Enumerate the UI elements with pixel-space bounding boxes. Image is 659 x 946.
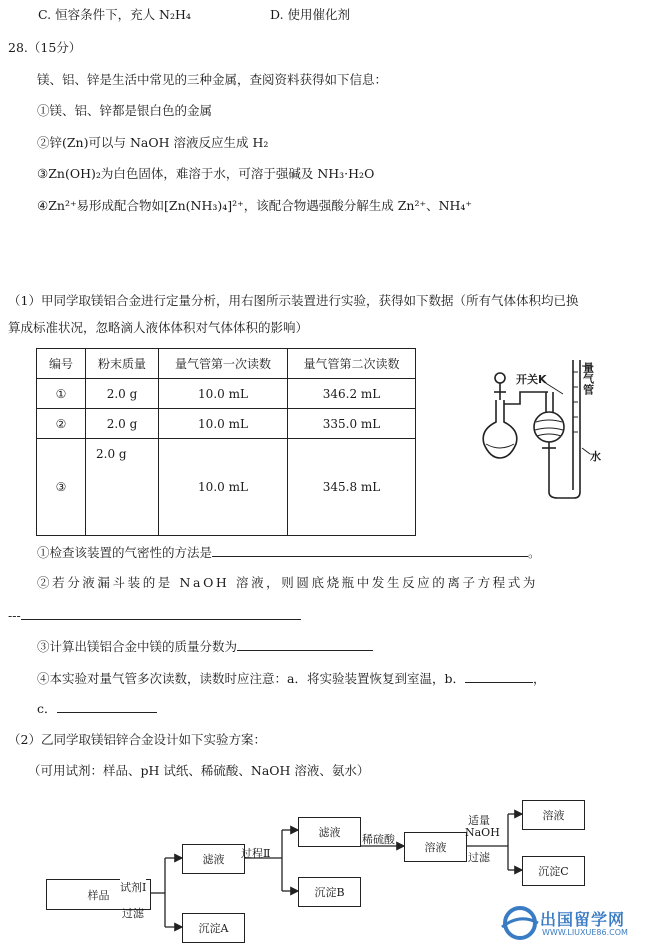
q4-c-blank[interactable]	[57, 700, 157, 713]
question-intro: 镁、铝、锌是生活中常见的三种金属，查阅资料获得如下信息：	[37, 72, 388, 87]
watermark-name: 出国留学网	[540, 910, 626, 929]
table-cell: 2.0 g	[86, 409, 159, 439]
table-cell: 10.0 mL	[159, 409, 288, 439]
part2-line2: （可用试剂：样品、pH 试纸、稀硫酸、NaOH 溶液、氨水）	[28, 763, 370, 778]
table-cell: ③	[37, 439, 86, 536]
table-cell: 346.2 mL	[288, 379, 416, 409]
watermark-url: WWW.LIUXUE86.COM	[542, 928, 628, 937]
q2-answer-blank[interactable]	[21, 607, 301, 620]
table-cell: 345.8 mL	[288, 439, 416, 536]
q1-end: 。	[528, 545, 541, 560]
flow-label-reagent-1: 试剂Ⅰ	[120, 881, 147, 894]
table-cell: ①	[37, 379, 86, 409]
q1-text: ①检查该装置的气密性的方法是	[37, 545, 213, 560]
flow-label-naoh: NaOH	[465, 826, 500, 839]
watermark-logo	[500, 905, 655, 943]
table-header: 量气管第二次读数	[288, 349, 416, 379]
table-header: 编号	[37, 349, 86, 379]
q4-end: ，	[532, 671, 546, 686]
q3-line	[37, 638, 373, 655]
q3-answer-blank[interactable]	[237, 638, 373, 651]
q4-c-label: c．	[37, 701, 57, 716]
q2-line2	[8, 607, 301, 624]
q4-line	[37, 670, 545, 687]
table-row	[37, 379, 416, 409]
option-d: D. 使用催化剂	[270, 7, 351, 22]
part1-line1: （1）甲同学取镁铝合金进行定量分析，用右图所示装置进行实验，获得如下数据（所有气体体积均已换	[8, 293, 579, 308]
table-row	[37, 409, 416, 439]
flow-box-filtrate-2: 滤液	[298, 817, 361, 847]
part1-line2: 算成标准状况，忽略滴人液体体积对气体体积的影响）	[8, 320, 309, 335]
watermark-globe-icon	[500, 905, 540, 941]
fact-3: ③Zn(OH)₂为白色固体，难溶于水，可溶于强碱及 NH₃·H₂O	[37, 166, 375, 181]
q4-text: ④本实验对量气管多次读数，读数时应注意：a．将实验装置恢复到室温，b．	[37, 671, 465, 686]
table-header-row	[37, 349, 416, 379]
table-cell: 2.0 g	[86, 379, 159, 409]
part2-line1: （2）乙同学取镁铝锌合金设计如下实验方案：	[8, 732, 266, 747]
gas-tube-label: 量气管	[581, 362, 595, 395]
water-label: 水	[590, 450, 601, 463]
fact-1: ①镁、铝、锌都是银白色的金属	[37, 103, 213, 118]
flow-label-dilute-acid: 稀硫酸	[362, 833, 395, 846]
data-table	[36, 348, 416, 536]
flow-label-filter-2: 过滤	[468, 851, 490, 864]
q3-text: ③计算出镁铝合金中镁的质量分数为	[37, 639, 238, 654]
question-number: 28.（15分）	[8, 40, 82, 55]
q1-answer-blank[interactable]	[212, 544, 528, 557]
flow-box-precipitate-c: 沉淀C	[522, 856, 585, 886]
flow-box-solution-2: 溶液	[522, 800, 585, 830]
q2-text: ②若分液漏斗装的是 NaOH 溶液，则圆底烧瓶中发生反应的离子方程式为	[37, 575, 538, 590]
table-cell: 10.0 mL	[159, 379, 288, 409]
q4c-line	[37, 700, 157, 717]
switch-k-label: 开关K	[516, 373, 547, 386]
table-cell: 2.0 g	[86, 439, 159, 536]
table-header: 粉末质量	[86, 349, 159, 379]
flow-label-filter-1: 过滤	[122, 907, 144, 920]
option-c: C. 恒容条件下，充人 N₂H₄	[38, 7, 191, 22]
flow-box-sample: 样品	[46, 879, 151, 910]
table-cell: ②	[37, 409, 86, 439]
flow-label-proper: 适量	[468, 814, 490, 827]
flow-box-precipitate-b: 沉淀B	[298, 877, 361, 907]
table-cell: 10.0 mL	[159, 439, 288, 536]
flow-box-precipitate-a: 沉淀A	[182, 913, 245, 943]
gas-apparatus-figure	[478, 352, 613, 502]
fact-4: ④Zn²⁺易形成配合物如[Zn(NH₃)₄]²⁺，该配合物遇强酸分解生成 Zn²⁺、NH₄⁺	[37, 198, 473, 213]
table-cell: 335.0 mL	[288, 409, 416, 439]
q1-line	[37, 544, 541, 561]
flow-label-process-2: 过程Ⅱ	[241, 847, 271, 860]
table-header: 量气管第一次读数	[159, 349, 288, 379]
table-row	[37, 439, 416, 536]
q2-prefix: ---	[8, 608, 21, 623]
flow-box-solution-1: 溶液	[404, 832, 467, 862]
q4-b-blank[interactable]	[465, 670, 533, 683]
fact-2: ②锌(Zn)可以与 NaOH 溶液反应生成 H₂	[37, 135, 269, 150]
flow-box-filtrate-1: 滤液	[182, 844, 245, 874]
